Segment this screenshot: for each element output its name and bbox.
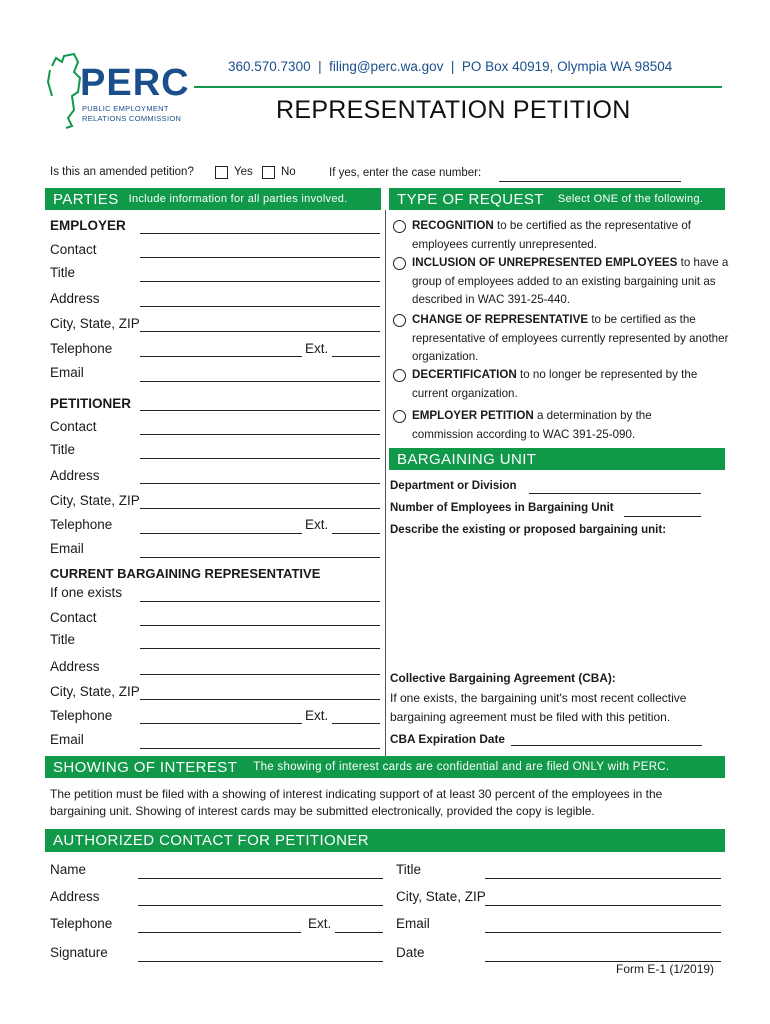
authorized-contact-title: AUTHORIZED CONTACT FOR PETITIONER [53, 832, 369, 849]
change-representative-option-desc: to be certified as the representative of employees currently represented by another organization. [412, 313, 729, 363]
cbr-city-field[interactable] [140, 699, 380, 700]
cbr-heading: CURRENT BARGAINING REPRESENTATIVE [50, 566, 321, 581]
parties-title: PARTIES [53, 190, 119, 208]
petitioner-telephone-field[interactable] [140, 533, 302, 534]
employer-petition-option-name: EMPLOYER PETITION [412, 409, 534, 422]
employer-name-field[interactable] [140, 233, 380, 234]
auth-title-field[interactable] [485, 878, 721, 879]
employee-count-label: Number of Employees in Bargaining Unit [390, 502, 614, 514]
cbr-contact-field[interactable] [140, 625, 380, 626]
case-number-label: If yes, enter the case number: [329, 167, 482, 179]
auth-ext-field[interactable] [335, 932, 383, 933]
showing-interest-subtitle: The showing of interest cards are confidential and are filed ONLY with PERC. [253, 761, 670, 773]
showing-interest-title: SHOWING OF INTEREST [53, 758, 238, 776]
employer-city-field[interactable] [140, 331, 380, 332]
employer-petition-option [412, 407, 682, 444]
petitioner-title-field[interactable] [140, 458, 380, 459]
interest-text-line2: bargaining unit. Showing of interest cards may be submitted electronically, provided the copy is legible. [50, 804, 595, 818]
cbr-address-field[interactable] [140, 674, 380, 675]
petitioner-name-field[interactable] [140, 410, 380, 411]
petitioner-city-label: City, State, ZIP [50, 493, 140, 508]
employer-petition-option-desc: a determination by the commission according to WAC 391-25-090. [412, 409, 652, 441]
employer-contact-field[interactable] [140, 257, 380, 258]
describe-unit-label: Describe the existing or proposed bargaining unit: [390, 524, 667, 536]
form-number: Form E-1 (1/2019) [616, 962, 715, 976]
recognition-option-name: RECOGNITION [412, 219, 494, 232]
employer-heading: EMPLOYER [50, 218, 126, 233]
employer-ext-field[interactable] [332, 356, 380, 357]
cba-expiration-label: CBA Expiration Date [390, 732, 505, 746]
petitioner-ext-label: Ext. [305, 517, 329, 532]
parties-subtitle: Include information for all parties involved. [128, 193, 348, 205]
cbr-subheading: If one exists [50, 585, 123, 600]
auth-city-label: City, State, ZIP [396, 889, 486, 904]
auth-signature-label: Signature [50, 945, 108, 960]
recognition-option [412, 217, 730, 254]
cbr-telephone-label: Telephone [50, 708, 113, 723]
cba-text-line2: bargaining agreement must be filed with this petition. [390, 710, 671, 724]
department-field[interactable] [529, 493, 701, 494]
amended-question: Is this an amended petition? [50, 166, 194, 178]
column-divider [385, 210, 386, 756]
amended-no-label: No [281, 166, 296, 178]
employee-count-field[interactable] [624, 516, 701, 517]
employer-email-label: Email [50, 365, 84, 380]
decertification-radio[interactable] [393, 369, 406, 382]
auth-telephone-label: Telephone [50, 916, 113, 931]
cbr-address-label: Address [50, 659, 100, 674]
page-title: REPRESENTATION PETITION [276, 96, 631, 124]
auth-address-label: Address [50, 889, 100, 904]
logo-subtitle-2: RELATIONS COMMISSION [82, 114, 182, 123]
logo-subtitle-1: PUBLIC EMPLOYMENT [82, 104, 169, 113]
recognition-radio[interactable] [393, 220, 406, 233]
auth-email-field[interactable] [485, 932, 721, 933]
cbr-contact-label: Contact [50, 610, 97, 625]
cbr-title-label: Title [50, 632, 76, 647]
parties-header [45, 188, 381, 210]
auth-email-label: Email [396, 916, 430, 931]
authorized-contact-header [45, 829, 725, 852]
auth-name-label: Name [50, 862, 87, 877]
cbr-city-label: City, State, ZIP [50, 684, 140, 699]
auth-name-field[interactable] [138, 878, 383, 879]
decertification-option-name: DECERTIFICATION [412, 368, 517, 381]
auth-title-label: Title [396, 862, 422, 877]
bargaining-unit-title: BARGAINING UNIT [397, 450, 537, 468]
petitioner-address-field[interactable] [140, 483, 380, 484]
interest-text-line1: The petition must be filed with a showing of interest indicating support of at least 30 percent of the employees in the [50, 787, 663, 801]
cba-text-line1: If one exists, the bargaining unit's most recent collective [390, 691, 687, 705]
cba-expiration-field[interactable] [511, 745, 702, 746]
inclusion-option-name: INCLUSION OF UNREPRESENTED EMPLOYEES [412, 256, 678, 269]
petitioner-city-field[interactable] [140, 508, 380, 509]
describe-unit-area[interactable] [390, 540, 720, 665]
change-representative-option-name: CHANGE OF REPRESENTATIVE [412, 313, 589, 326]
department-label: Department or Division [390, 480, 517, 492]
employer-city-label: City, State, ZIP [50, 316, 140, 331]
change-representative-option [412, 311, 730, 367]
auth-address-field[interactable] [138, 905, 383, 906]
petitioner-email-label: Email [50, 541, 84, 556]
request-subtitle: Select ONE of the following. [557, 193, 704, 205]
employer-telephone-label: Telephone [50, 341, 113, 356]
employer-ext-label: Ext. [305, 341, 329, 356]
recognition-option-desc: to be certified as the representative of employees currently unrepresented. [412, 219, 692, 251]
logo-text: PERC [80, 62, 190, 104]
cbr-ext-label: Ext. [305, 708, 329, 723]
auth-city-field[interactable] [485, 905, 721, 906]
petitioner-title-label: Title [50, 442, 76, 457]
petitioner-ext-field[interactable] [332, 533, 380, 534]
auth-ext-label: Ext. [308, 916, 332, 931]
cbr-email-label: Email [50, 732, 84, 747]
employer-address-field[interactable] [140, 306, 380, 307]
petitioner-email-field[interactable] [140, 557, 380, 558]
petitioner-heading: PETITIONER [50, 396, 132, 411]
request-title: TYPE OF REQUEST [397, 190, 544, 208]
cbr-ext-field[interactable] [332, 723, 380, 724]
case-number-field[interactable] [499, 181, 681, 182]
bargaining-unit-header [389, 448, 725, 470]
contact-line: 360.570.7300 | filing@perc.wa.gov | PO Box 40919, Olympia WA 98504 [228, 59, 673, 74]
cbr-name-field[interactable] [140, 601, 380, 602]
decertification-option-desc: to no longer be represented by the current organization. [412, 368, 698, 400]
auth-telephone-field[interactable] [138, 932, 301, 933]
auth-signature-field[interactable] [138, 961, 383, 962]
perc-logo [44, 52, 204, 132]
employer-title-label: Title [50, 265, 76, 280]
inclusion-option-desc: to have a group of employees added to an existing bargaining unit as described in WAC 391-25-440. [412, 256, 729, 306]
showing-interest-header [45, 756, 725, 778]
petitioner-contact-label: Contact [50, 419, 97, 434]
employer-contact-label: Contact [50, 242, 97, 257]
employer-email-field[interactable] [140, 381, 380, 382]
amended-yes-label: Yes [234, 166, 253, 178]
change-representative-radio[interactable] [393, 314, 406, 327]
employer-telephone-field[interactable] [140, 356, 302, 357]
employer-title-field[interactable] [140, 281, 380, 282]
employer-address-label: Address [50, 291, 100, 306]
petitioner-contact-field[interactable] [140, 434, 380, 435]
cbr-title-field[interactable] [140, 648, 380, 649]
decertification-option [412, 366, 730, 403]
petitioner-telephone-label: Telephone [50, 517, 113, 532]
request-header [389, 188, 725, 210]
cbr-email-field[interactable] [140, 748, 380, 749]
inclusion-radio[interactable] [393, 257, 406, 270]
employer-petition-radio[interactable] [393, 410, 406, 423]
petitioner-address-label: Address [50, 468, 100, 483]
cbr-telephone-field[interactable] [140, 723, 302, 724]
header-rule [194, 86, 722, 88]
amended-yes-checkbox[interactable] [215, 166, 228, 179]
amended-no-checkbox[interactable] [262, 166, 275, 179]
inclusion-option [412, 254, 730, 310]
auth-date-label: Date [396, 945, 425, 960]
cba-title: Collective Bargaining Agreement (CBA): [390, 671, 616, 685]
